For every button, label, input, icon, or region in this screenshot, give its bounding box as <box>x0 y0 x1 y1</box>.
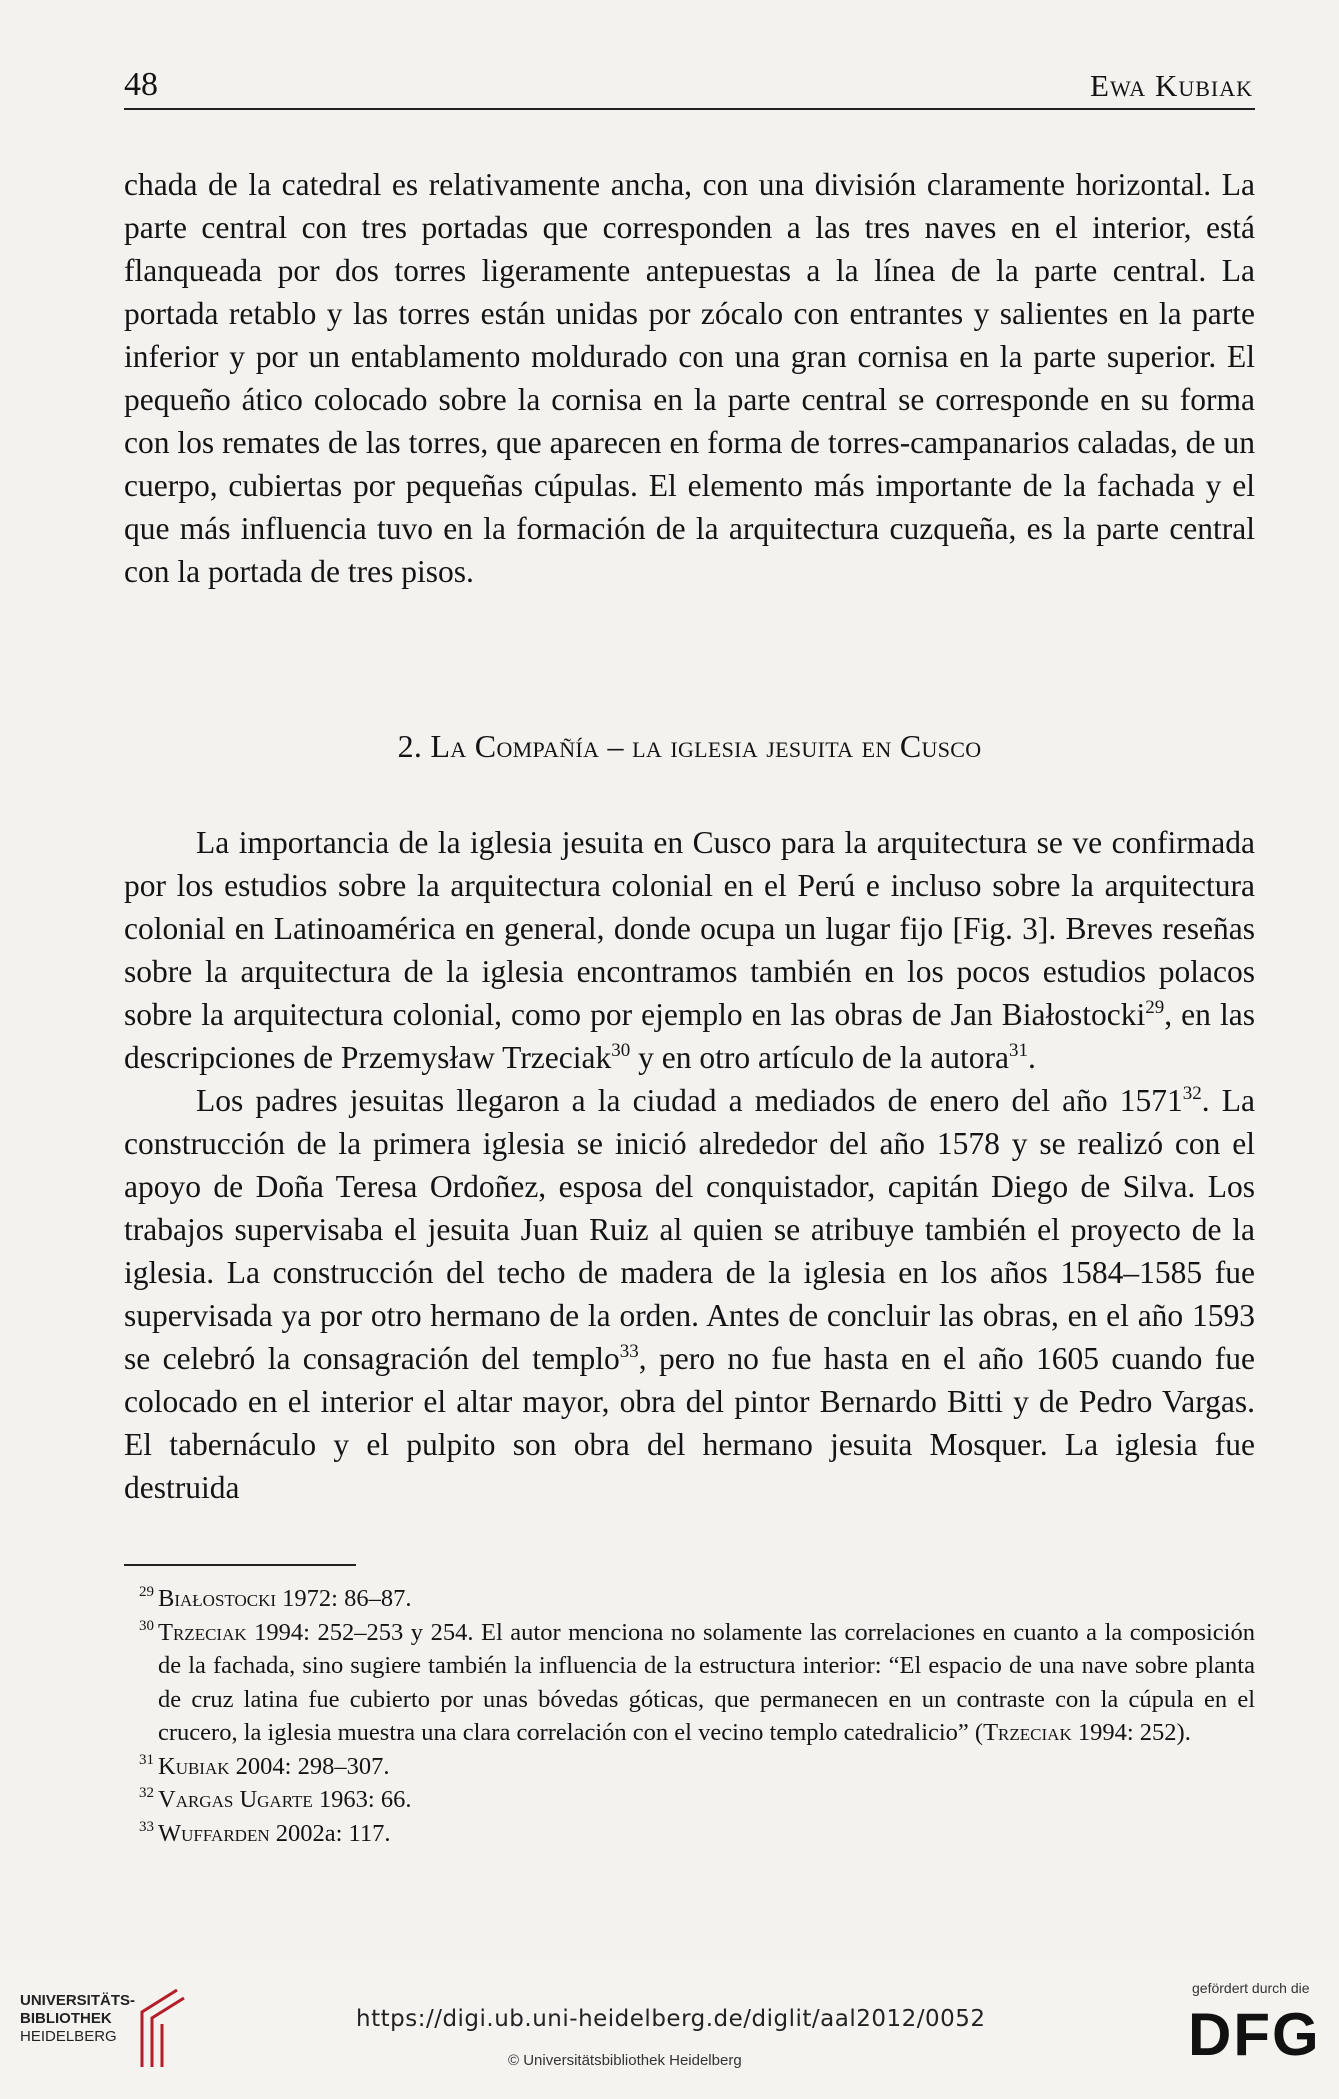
paragraph-1 <box>124 163 1255 593</box>
dfg-logo: DFG <box>1188 2001 1321 2068</box>
footnote-text: 1972: 86–87. <box>276 1585 412 1612</box>
paragraph-3-text-a: Los padres jesuitas llegaron a la ciudad a mediados de enero del año 1571 <box>196 1083 1183 1118</box>
paragraph-2 <box>124 821 1255 1079</box>
paragraph-1-text: chada de la catedral es relativamente ancha, con una división claramente horizontal. La parte central con tres portadas que corresponden a las tres naves en el interior, está flanqueada por dos torres ligeramente antepuestas a la línea de la parte central. La portada retablo y las torres están unidas por zócalo con entrantes y salientes en la parte inferior y por un entablamento moldurado con una gran cornisa en la parte superior. El pequeño ático colocado sobre la cornisa en la parte central se corresponde en su forma con los remates de las torres, que aparecen en forma de torres-campanarios caladas, de un cuerpo, cubiertas por pequeñas cúpulas. El elemento más importante de la fachada y el que más influencia tuvo en la formación de la arquitectura cuzqueña, es la parte central con la portada de tres pisos. <box>124 167 1255 589</box>
footnote-ref-31[interactable]: 31 <box>1008 1040 1028 1061</box>
running-author: Ewa Kubiak <box>1090 68 1253 103</box>
footnote-ref-32[interactable]: 32 <box>1182 1083 1202 1104</box>
footnote-author: Vargas Ugarte <box>158 1786 313 1813</box>
library-logo-icon <box>132 1982 192 2072</box>
running-header <box>124 64 1255 110</box>
footnote-number: 29 <box>139 1584 154 1600</box>
digitization-footer <box>0 1960 1339 2099</box>
footnote-text: 2004: 298–307. <box>229 1752 390 1780</box>
paragraph-2-text-d: . <box>1027 1040 1036 1075</box>
library-line-3: HEIDELBERG <box>20 2028 117 2045</box>
paragraph-2-text-c: y en otro artículo de la autora <box>630 1040 1009 1075</box>
paragraph-3-text-b: . La construcción de la primera iglesia se inició alrededor del año 1578 y se realizó con el apoyo de Doña Teresa Ordoñez, esposa del conquistador, capitán Diego de Silva. Los trabajos supervisaba el jesuita Juan Ruiz al quien se atribuye también el proyecto de la iglesia. La construcción del techo de madera de la iglesia en los años 1584–1585 fue supervisada ya por otro hermano de la orden. Antes de concluir las obras, en el año 1593 se celebró la consagración del templo <box>124 1083 1255 1376</box>
paragraph-2-text-b: , en las descripciones de Przemysław Trzeciak <box>124 997 1255 1075</box>
library-name <box>20 1992 135 2046</box>
footnote-29 <box>124 1582 1255 1616</box>
footnote-number: 33 <box>139 1818 154 1835</box>
footnote-author: Wuffarden <box>158 1819 270 1847</box>
paragraph-3 <box>124 1079 1255 1509</box>
section-body <box>124 821 1255 1509</box>
footnote-32 <box>124 1783 1255 1817</box>
footnote-text: 1963: 66. <box>312 1786 412 1813</box>
footnote-text: 2002a: 117. <box>269 1819 391 1847</box>
footnote-divider <box>124 1564 356 1566</box>
footnote-33 <box>124 1817 1255 1851</box>
footnote-ref-33[interactable]: 33 <box>619 1341 639 1362</box>
footnote-author: Trzeciak <box>158 1618 247 1646</box>
paragraph-3-text-c: , pero no fue hasta en el año 1605 cuando fue colocado en el interior el altar mayor, obra del pintor Bernardo Bitti y de Pedro Vargas. El tabernáculo y el pulpito son obra del hermano jesuita Mosquer. La iglesia fue destruida <box>124 1341 1255 1505</box>
library-line-1: UNIVERSITÄTS- <box>20 1992 136 2009</box>
page-number: 48 <box>124 66 158 103</box>
library-line-2: BIBLIOTHEK <box>20 2010 112 2027</box>
footnote-30 <box>124 1616 1255 1750</box>
footnote-number: 31 <box>139 1751 154 1768</box>
footnote-31 <box>124 1750 1255 1784</box>
copyright-notice: © Universitätsbibliothek Heidelberg <box>508 2052 742 2069</box>
funding-note: gefördert durch die <box>1192 1980 1310 1996</box>
footnote-text: 1994: 252–253 y 254. El autor menciona no solamente las correlaciones en cuanto a la composición de la fachada, sino sugiere también la influencia de la estructura interior: “El espacio de una nave sobre planta de cruz latina fue cubierto por unas bóvedas góticas, que permanecen en un contraste con la cúpula en el crucero, la iglesia muestra una clara correlación con el vecino templo catedralicio” ( <box>158 1618 1255 1746</box>
footnote-number: 32 <box>139 1785 154 1801</box>
footnote-ref-29[interactable]: 29 <box>1145 997 1165 1018</box>
footnote-author: Trzeciak <box>983 1719 1072 1746</box>
footnote-number: 30 <box>139 1617 154 1634</box>
footnote-author: Białostocki <box>158 1585 277 1612</box>
section-heading: 2. La Compañía – la iglesia jesuita en Cusco <box>397 728 982 764</box>
permalink-url[interactable]: https://digi.ub.uni-heidelberg.de/diglit/aal2012/0052 <box>356 2006 986 2032</box>
footnote-text: 1994: 252). <box>1071 1719 1191 1746</box>
footnotes <box>124 1582 1255 1850</box>
paragraph-2-text-a: La importancia de la iglesia jesuita en Cusco para la arquitectura se ve confirmada por los estudios sobre la arquitectura colonial en el Perú e incluso sobre la arquitectura colonial en Latinoamérica en general, donde ocupa un lugar fijo [Fig. 3]. Breves reseñas sobre la arquitectura de la iglesia encontramos también en los pocos estudios polacos sobre la arquitectura colonial, como por ejemplo en las obras de Jan Białostocki <box>124 825 1255 1032</box>
footnote-author: Kubiak <box>158 1752 230 1780</box>
footnote-ref-30[interactable]: 30 <box>611 1040 631 1061</box>
